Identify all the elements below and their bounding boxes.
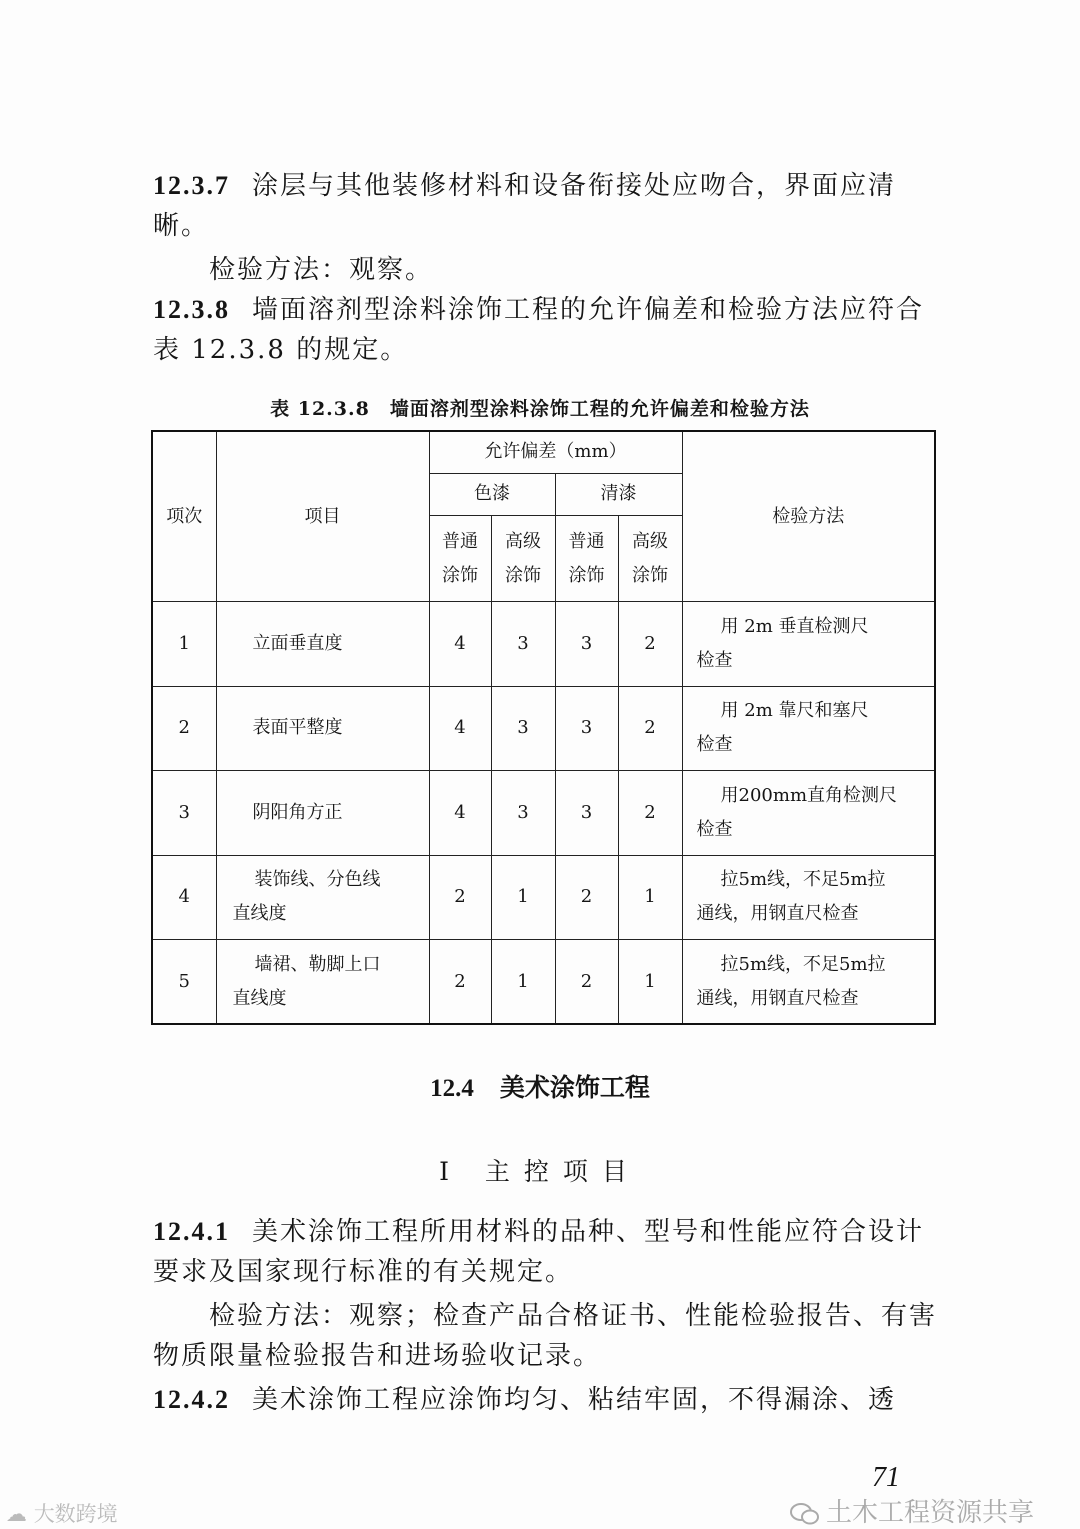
row-method: 用 2m 垂直检测尺 检查	[682, 602, 935, 686]
table-row	[152, 940, 935, 1024]
row-index: 3	[152, 771, 216, 855]
header-clear-normal: 普通 涂饰	[555, 515, 618, 601]
section-title: 美术涂饰工程	[499, 1073, 650, 1102]
row-method: 用200mm直角检测尺 检查	[682, 771, 935, 855]
header-color-paint: 色漆	[429, 473, 555, 515]
clause-12-3-7-method: 检验方法：观察。	[209, 255, 434, 285]
row-clear-normal: 3	[555, 686, 618, 770]
table-caption	[0, 394, 1080, 421]
row-color-normal: 4	[429, 686, 491, 770]
clause-text: 涂层与其他装修材料和设备衔接处应吻合，界面应清晰。	[153, 171, 897, 241]
clause-12-4-1	[153, 1212, 938, 1292]
row-color-normal: 2	[429, 855, 491, 939]
clause-12-4-2	[153, 1380, 938, 1420]
row-color-normal: 2	[429, 940, 491, 1024]
clause-number: 12.3.8	[153, 295, 230, 324]
clause-text: 美术涂饰工程应涂饰均匀、粘结牢固，不得漏涂、透	[252, 1385, 897, 1415]
row-method: 拉5m线，不足5m拉 通线，用钢直尺检查	[682, 855, 935, 939]
row-clear-normal: 2	[555, 855, 618, 939]
clause-12-3-8	[153, 290, 938, 370]
watermark-left: ☁ 大数跨境	[6, 1502, 118, 1526]
row-color-senior: 1	[491, 940, 555, 1024]
row-color-senior: 3	[491, 602, 555, 686]
deviation-table	[151, 430, 936, 1025]
row-color-normal: 4	[429, 771, 491, 855]
clause-number: 12.4.1	[153, 1217, 230, 1246]
row-index: 4	[152, 855, 216, 939]
header-index: 项次	[152, 431, 216, 602]
header-deviation: 允许偏差（mm）	[429, 431, 682, 473]
header-clear-paint: 清漆	[555, 473, 682, 515]
clause-12-4-1-method: 检验方法：观察；检查产品合格证书、性能检验报告、有害物质限量检验报告和进场验收记录。	[153, 1301, 938, 1371]
row-item: 装饰线、分色线 直线度	[216, 855, 429, 939]
header-color-senior: 高级 涂饰	[491, 515, 555, 601]
row-clear-normal: 3	[555, 602, 618, 686]
row-method: 拉5m线，不足5m拉 通线，用钢直尺检查	[682, 940, 935, 1024]
table-row	[152, 602, 935, 686]
row-color-senior: 1	[491, 855, 555, 939]
watermark-right: 土木工程资源共享	[790, 1492, 1034, 1529]
table-row	[152, 686, 935, 770]
table-caption-title: 墙面溶剂型涂料涂饰工程的允许偏差和检验方法	[389, 398, 810, 420]
watermark-logo-icon: ☁	[6, 1502, 34, 1526]
table-caption-number: 表 12.3.8	[270, 398, 370, 420]
row-item: 墙裙、勒脚上口 直线度	[216, 940, 429, 1024]
header-color-normal: 普通 涂饰	[429, 515, 491, 601]
row-clear-senior: 2	[618, 771, 682, 855]
subsection-heading: Ⅰ 主控项目	[439, 1157, 641, 1186]
page-number: 71	[872, 1462, 900, 1493]
row-color-senior: 3	[491, 771, 555, 855]
header-clear-senior: 高级 涂饰	[618, 515, 682, 601]
row-clear-senior: 1	[618, 855, 682, 939]
clause-number: 12.3.7	[153, 171, 230, 200]
row-color-normal: 4	[429, 602, 491, 686]
section-number: 12.4	[430, 1075, 474, 1102]
row-color-senior: 3	[491, 686, 555, 770]
header-item: 项目	[216, 431, 429, 602]
row-clear-senior: 2	[618, 602, 682, 686]
clause-text: 墙面溶剂型涂料涂饰工程的允许偏差和检验方法应符合表 12.3.8 的规定。	[153, 295, 925, 365]
row-index: 1	[152, 602, 216, 686]
clause-12-3-7	[153, 166, 938, 246]
row-clear-senior: 1	[618, 940, 682, 1024]
clause-text: 美术涂饰工程所用材料的品种、型号和性能应符合设计要求及国家现行标准的有关规定。	[153, 1217, 925, 1287]
row-index: 2	[152, 686, 216, 770]
table-row	[152, 855, 935, 939]
row-item: 表面平整度	[216, 686, 429, 770]
header-method: 检验方法	[682, 431, 935, 602]
row-method: 用 2m 靠尺和塞尺 检查	[682, 686, 935, 770]
row-clear-normal: 3	[555, 771, 618, 855]
row-item: 阴阳角方正	[216, 771, 429, 855]
wechat-icon	[790, 1502, 820, 1526]
row-clear-normal: 2	[555, 940, 618, 1024]
row-clear-senior: 2	[618, 686, 682, 770]
row-item: 立面垂直度	[216, 602, 429, 686]
row-index: 5	[152, 940, 216, 1024]
table-row	[152, 771, 935, 855]
clause-number: 12.4.2	[153, 1385, 230, 1414]
section-heading	[0, 1068, 1080, 1104]
